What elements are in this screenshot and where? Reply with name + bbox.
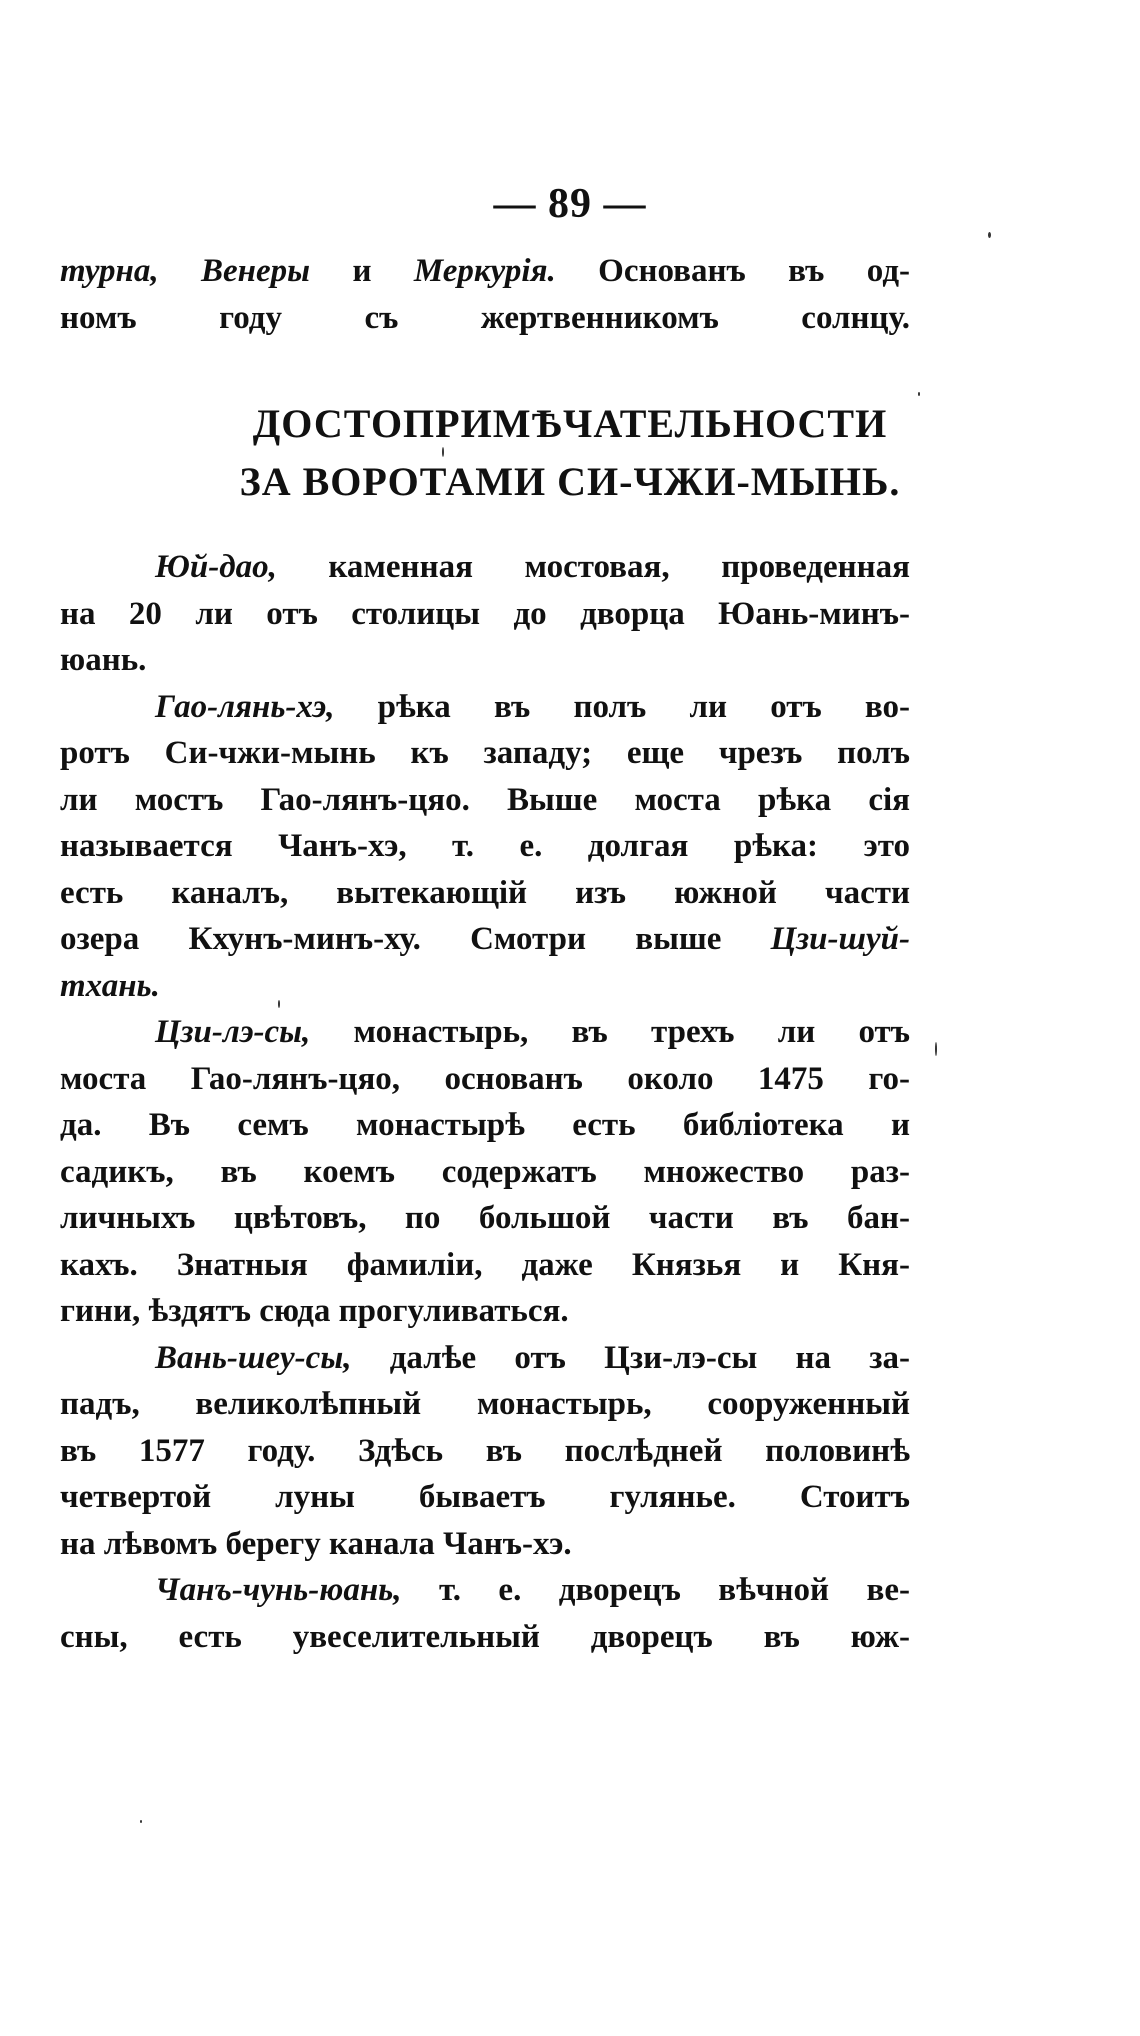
scan-speck: [935, 1042, 937, 1056]
italic-term: тхань.: [60, 967, 160, 1004]
text-line: [60, 1149, 910, 1196]
italic-term: Вань-шеу-сы,: [155, 1339, 352, 1376]
line-text: гини, ѣздятъ сюда прогуливаться.: [60, 1293, 569, 1329]
text-line: [60, 1428, 910, 1475]
text-line: [60, 1288, 910, 1335]
text-line: [60, 684, 910, 731]
italic-term: турна, Венеры: [60, 253, 311, 289]
scan-speck: [442, 447, 444, 457]
text-line: [60, 963, 910, 1010]
text-line: [60, 1521, 910, 1568]
line-text: далѣе отъ Цзи-лэ-сы на за-: [351, 1339, 910, 1376]
section-heading-line-1: ДОСТОПРИМѢЧАТЕЛЬНОСТИ: [252, 401, 888, 446]
line-text: на лѣвомъ берегу канала Чанъ-хэ.: [60, 1525, 572, 1562]
line-text: номъ году съ жертвенникомъ солнцу.: [60, 299, 910, 336]
text-line: [60, 1242, 910, 1289]
line-text: рѣка въ полъ ли отъ во-: [334, 688, 910, 725]
text-line: [60, 544, 910, 591]
scan-speck: [278, 1000, 280, 1008]
line-text: Основанъ въ од-: [555, 253, 911, 289]
text-line: [60, 1195, 910, 1242]
line-text: озера Кхунъ-минъ-ху. Смотри выше: [60, 921, 771, 957]
text-line: [60, 777, 910, 824]
line-text: каменная мостовая, проведенная: [276, 549, 910, 585]
line-text: и: [310, 253, 414, 289]
line-text: кахъ. Знатныя фамиліи, даже Князья и Кня-: [60, 1246, 910, 1283]
italic-term: Чанъ-чунь-юань,: [155, 1572, 402, 1608]
body-text: [60, 544, 910, 1660]
italic-term: Юй-дао,: [155, 549, 277, 585]
text-line: [60, 870, 910, 917]
line-text: монастырь, въ трехъ ли отъ: [310, 1014, 910, 1050]
line-text: моста Гао-лянъ-цяо, основанъ около 1475 го-: [60, 1060, 910, 1097]
line-text: сны, есть увеселительный дворецъ въ юж-: [60, 1618, 910, 1655]
line-text: на 20 ли отъ столицы до дворца Юань-минъ-: [60, 595, 910, 632]
line-text: да. Въ семъ монастырѣ есть библіотека и: [60, 1107, 910, 1143]
text-line: [60, 637, 910, 684]
scan-speck: [140, 1820, 142, 1823]
scan-speck: [918, 392, 920, 396]
section-heading-line-2: ЗА ВОРОТАМИ СИ-ЧЖИ-МЫНЬ.: [239, 459, 901, 504]
text-line: [60, 1056, 910, 1103]
text-line: [60, 730, 910, 777]
italic-term: Цзи-шуй-: [770, 921, 910, 957]
italic-term: Меркурія.: [413, 253, 556, 289]
continued-paragraph: [60, 248, 910, 341]
text-line: [60, 1102, 910, 1149]
italic-term: Цзи-лэ-сы,: [155, 1014, 311, 1050]
line-text: ли мостъ Гао-лянъ-цяо. Выше моста рѣка сія: [60, 781, 910, 818]
text-line: [60, 916, 910, 963]
line-text: ротъ Си-чжи-мынь къ западу; еще чрезъ полъ: [60, 735, 910, 771]
line-text: личныхъ цвѣтовъ, по большой части въ бан-: [60, 1200, 910, 1236]
text-line: [60, 823, 910, 870]
line-text: юань.: [60, 642, 147, 678]
page-number: — 89 —: [493, 181, 647, 227]
italic-term: Гао-лянь-хэ,: [155, 688, 335, 725]
text-line: [60, 1009, 910, 1056]
text-line: [60, 1567, 910, 1614]
line-text: называется Чанъ-хэ, т. е. долгая рѣка: это: [60, 828, 910, 864]
line-text: т. е. дворецъ вѣчной ве-: [401, 1572, 910, 1608]
line-text: есть каналъ, вытекающій изъ южной части: [60, 874, 910, 911]
line-text: падъ, великолѣпный монастырь, сооруженный: [60, 1386, 910, 1422]
line-text: въ 1577 году. Здѣсь въ послѣдней половинѣ: [60, 1432, 910, 1469]
text-line: [60, 1614, 910, 1661]
text-line: [60, 1335, 910, 1382]
line-text: садикъ, въ коемъ содержатъ множество раз-: [60, 1153, 910, 1190]
text-line: [60, 591, 910, 638]
text-line: [60, 248, 910, 295]
line-text: четвертой луны бываетъ гулянье. Стоитъ: [60, 1479, 910, 1515]
text-line: [60, 1381, 910, 1428]
text-line: [60, 295, 910, 342]
scan-speck: [988, 232, 991, 238]
text-line: [60, 1474, 910, 1521]
